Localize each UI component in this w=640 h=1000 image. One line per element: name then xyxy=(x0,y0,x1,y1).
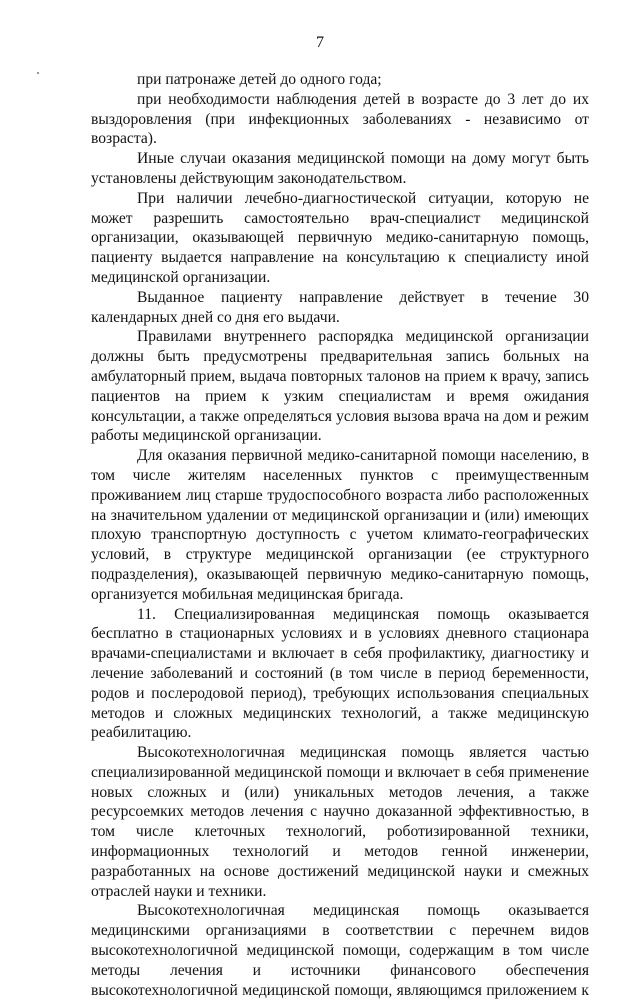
paragraph-mobile-team: Для оказания первичной медико-санитарной помощи населению, в том числе жителям населенных пунктов с преимущественным проживанием лиц старше трудоспособного возраста либо расположенных на значительном удалении от медицинской организации и (или) имеющих плохую транспортную доступность с учетом климато-географических условий, в структуре медицинской организации (ее структурного подразделения), оказывающей первичную медико-санитарную помощь, организуется мобильная медицинская бригада. xyxy=(91,447,589,603)
paragraph-observation: при необходимости наблюдения детей в возрасте до 3 лет до их выздоровления (при инфекционных заболеваниях - независимо от возраста). xyxy=(91,90,589,148)
paragraph-specialized-care: 11. Специализированная медицинская помощь оказывается бесплатно в стационарных условиях и в условиях дневного стационара врачами-специалистами и включает в себя профилактику, диагностику и лечение заболеваний и состояний (в том числе в период беременности, родов и послеродовой период), требующих использования специальных методов и сложных медицинских технологий, а также медицинскую реабилитацию. xyxy=(91,605,589,742)
body-text xyxy=(91,70,589,1000)
page-number: 7 xyxy=(316,34,324,51)
paragraph-high-tech-care: Высокотехнологичная медицинская помощь является частью специализированной медицинской помощи и включает в себя применение новых сложных и (или) уникальных методов лечения, а также ресурсоемких методов лечения с научно доказанной эффективностью, в том числе клеточных технологий, роботизированной техники, информационных технологий и методов генной инженерии, разработанных на основе достижений медицинской науки и смежных отраслей науки и техники. xyxy=(91,744,589,900)
paragraph-other-cases: Иные случаи оказания медицинской помощи на дому могут быть установлены действующим законодательством. xyxy=(91,150,589,187)
paragraph-patronage: при патронаже детей до одного года; xyxy=(137,71,382,88)
paragraph-internal-rules: Правилами внутреннего распорядка медицинской организации должны быть предусмотрены предварительная запись больных на амбулаторный прием, выдача повторных талонов на прием к врачу, запись пациентов на прием к узким специалистам и время ожидания консультации, а также определяться условия вызова врача на дом и режим работы медицинской организации. xyxy=(91,328,589,445)
paragraph-referral-validity: Выданное пациенту направление действует в течение 30 календарных дней со дня его выдачи. xyxy=(91,288,589,326)
paragraph-high-tech-provision: Высокотехнологичная медицинская помощь оказывается медицинскими организациями в соответствии с перечнем видов высокотехнологичной медицинской помощи, содержащим в том числе методы лечения и источники финансового обеспечения высокотехнологичной медицинской помощи, являющимся приложением к xyxy=(91,902,589,999)
scan-dot xyxy=(37,72,39,74)
paragraph-referral: При наличии лечебно-диагностической ситуации, которую не может разрешить самостоятельно врач-специалист медицинской организации, оказывающей первичную медико-санитарную помощь, пациенту выдается направление на консультацию к специалисту иной медицинской организации. xyxy=(91,189,589,286)
